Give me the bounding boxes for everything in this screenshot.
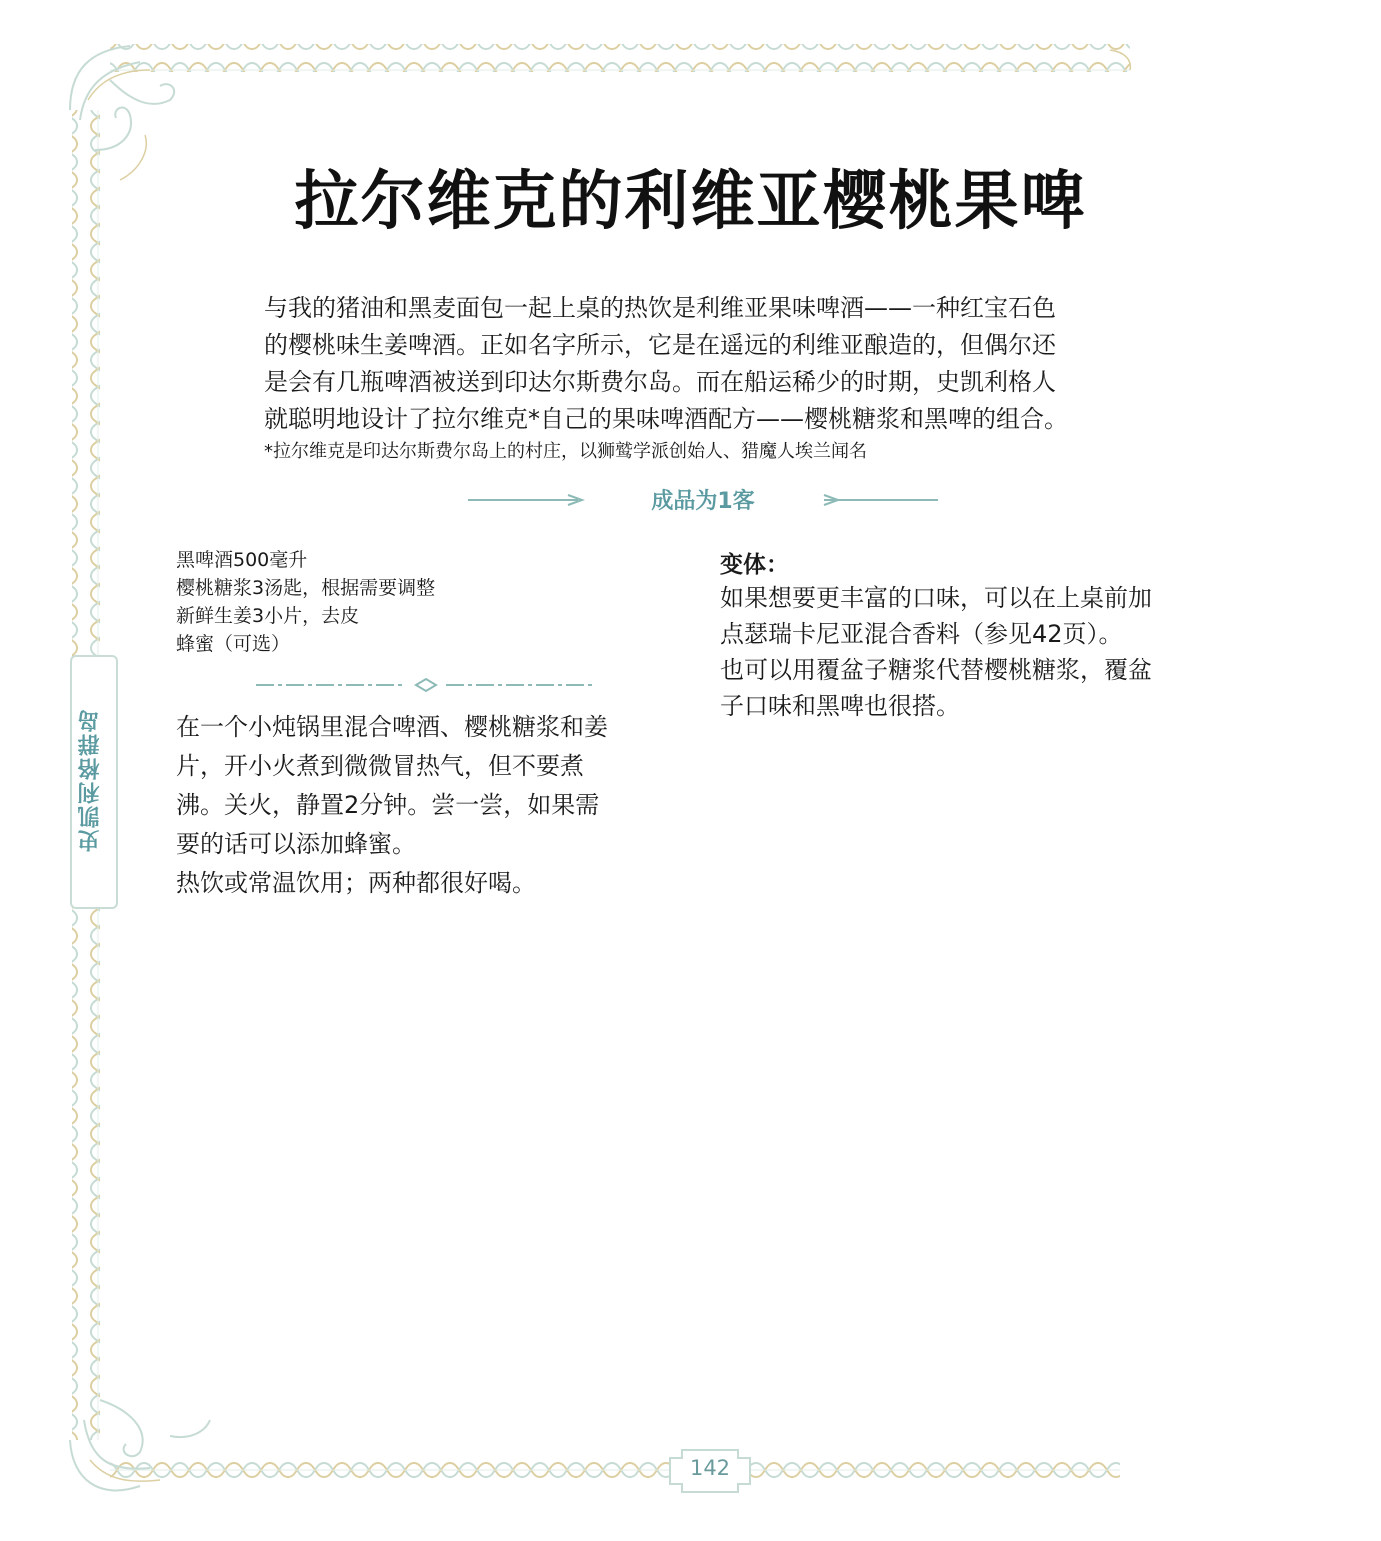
method-line: 在一个小炖锅里混合啤酒、樱桃糖浆和姜 [176, 713, 608, 741]
page-number: 142 [689, 1456, 731, 1480]
page-title: 拉尔维克的利维亚樱桃果啤 [294, 165, 1087, 239]
variant-heading: 变体： [720, 552, 789, 578]
serves-divider [468, 480, 938, 520]
intro-line: 是会有几瓶啤酒被送到印达尔斯费尔岛。而在船运稀少的时期，史凯利格人 [264, 368, 1056, 396]
intro-line: 与我的猪油和黑麦面包一起上桌的热饮是利维亚果味啤酒——一种红宝石色 [264, 294, 1056, 322]
method-line: 要的话可以添加蜂蜜。 [176, 830, 416, 858]
section-divider [256, 676, 596, 694]
variant-line: 如果想要更丰富的口味，可以在上桌前加 [720, 584, 1152, 612]
intro-paragraph [264, 290, 1184, 438]
intro-line: 的樱桃味生姜啤酒。正如名字所示，它是在遥远的利维亚酿造的，但偶尔还 [264, 331, 1056, 359]
ingredient-item: 樱桃糖浆3汤匙，根据需要调整 [176, 577, 436, 599]
variant-line: 也可以用覆盆子糖浆代替樱桃糖浆，覆盆 [720, 656, 1152, 684]
footnote: *拉尔维克是印达尔斯费尔岛上的村庄，以狮鹫学派创始人、猎魔人埃兰闻名 [264, 441, 867, 462]
ingredient-item: 黑啤酒500毫升 [176, 549, 308, 571]
method-line: 热饮或常温饮用；两种都很好喝。 [176, 869, 536, 897]
variant-line: 子口味和黑啤也很搭。 [720, 692, 960, 720]
side-tab-label: 史凯利格群岛 [78, 708, 103, 852]
variant-line: 点瑟瑞卡尼亚混合香料（参见42页）。 [720, 620, 1123, 648]
ingredient-item: 新鲜生姜3小片，去皮 [176, 605, 360, 627]
method-paragraph [176, 708, 676, 903]
serves-label: 成品为1客 [651, 489, 755, 514]
page-number-badge [664, 1444, 756, 1498]
variant-paragraph [720, 580, 1220, 724]
method-line: 沸。关火，静置2分钟。尝一尝，如果需 [176, 791, 600, 819]
intro-line: 就聪明地设计了拉尔维克*自己的果味啤酒配方——樱桃糖浆和黑啤的组合。 [264, 405, 1068, 433]
ingredient-item: 蜂蜜（可选） [176, 633, 291, 655]
method-line: 片，开小火煮到微微冒热气，但不要煮 [176, 752, 584, 780]
chapter-side-tab [66, 655, 118, 905]
ingredients-list [176, 546, 656, 658]
